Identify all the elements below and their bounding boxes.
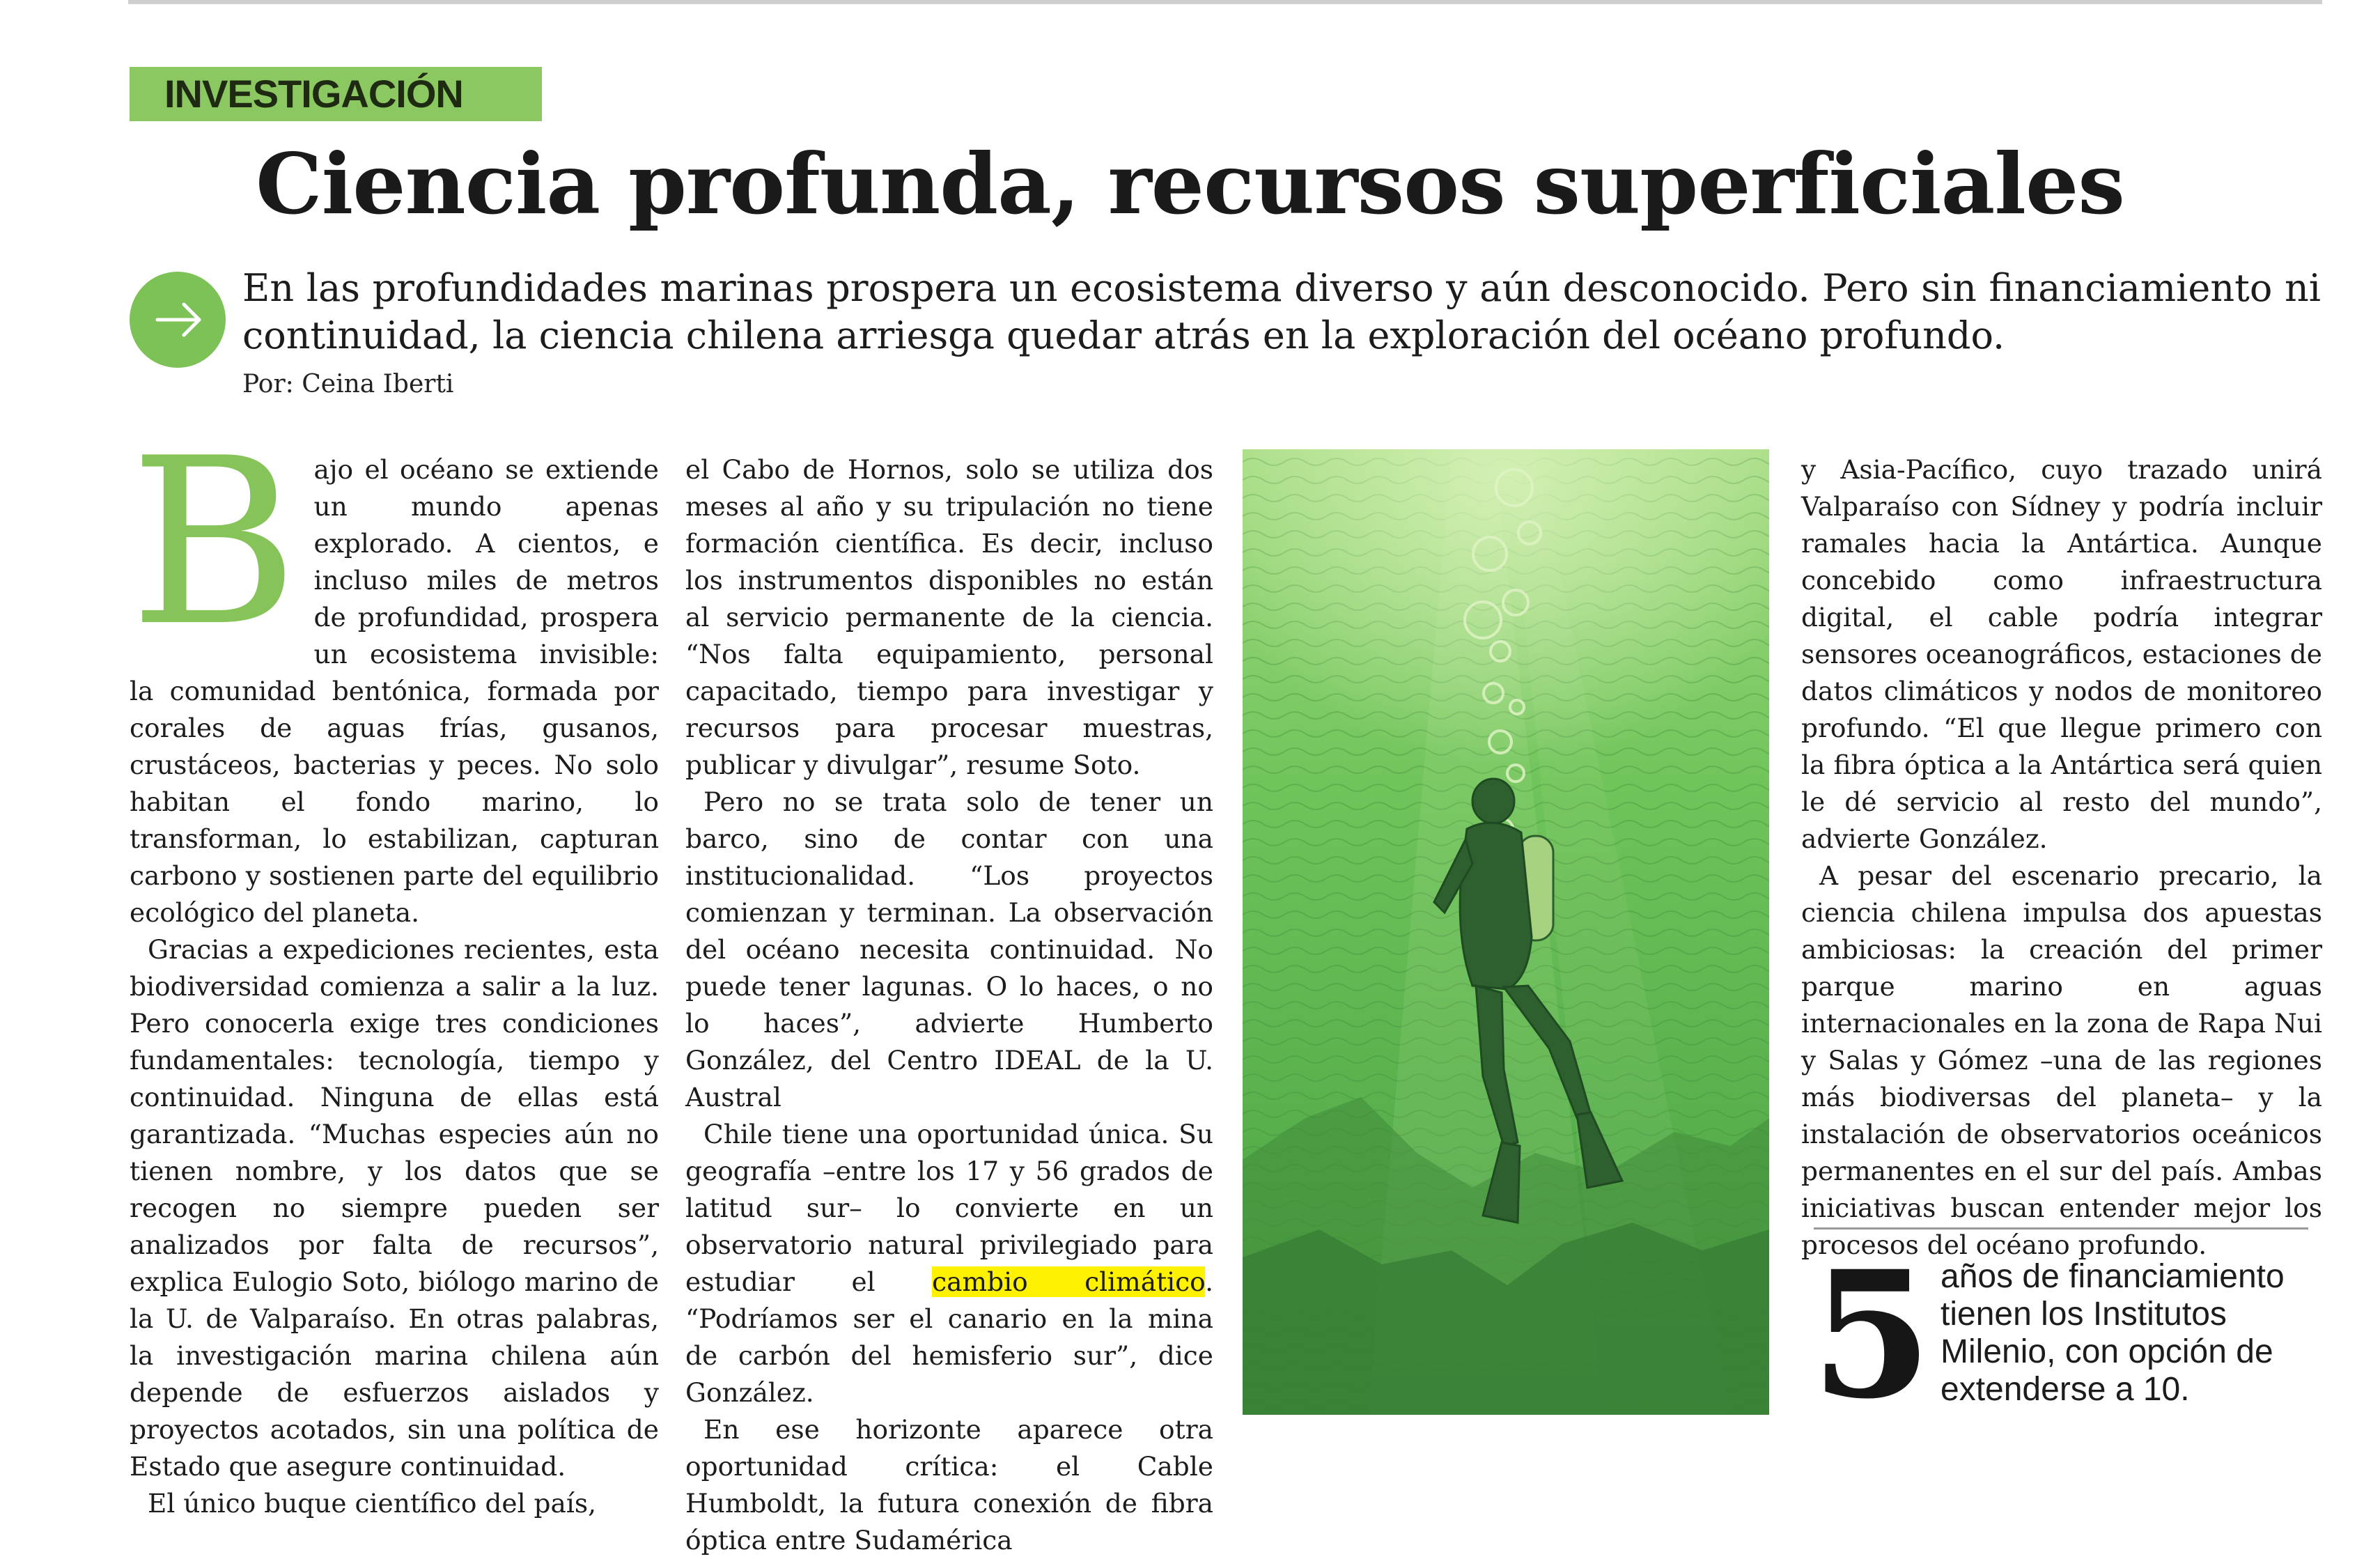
paragraph <box>685 1116 1213 1411</box>
top-rule <box>128 0 2322 4</box>
arrow-right-icon <box>130 272 226 368</box>
paragraph: Gracias a expediciones recientes, esta biodiversidad comienza a salir a la luz. Pero conocerla exige tres condiciones fundamentales: tecnología, tiempo y continuidad. Ninguna de ellas está garantizada. “Muchas especies aún no tienen nombre, y los datos que se recogen no siempre pueden ser analizados por falta de recursos”, explica Eulogio Soto, biólogo marino de la U. de Valparaíso. En otras palabras, la investigación marina chilena aún depende de esfuerzos aislados y proyectos acotados, sin una política de Estado que asegure continuidad. <box>130 934 659 1482</box>
paragraph: el Cabo de Hornos, solo se utiliza dos meses al año y su tripulación no tiene formación científica. Es decir, incluso los instrumentos disponibles no están al servicio permanente de la ciencia. “Nos falta equipamiento, personal capacitado, tiempo para investigar y recursos para procesar muestras, publicar y divulgar”, resume Soto. <box>685 454 1213 780</box>
paragraph-text: . “Podríamos ser el canario en la mina de carbón del hemisferio sur”, dice González. <box>685 1266 1213 1408</box>
factbox-text: años de financiamiento tienen los Institutos Milenio, con opción de extenderse a 10. <box>1940 1258 2285 1408</box>
diver-illustration <box>1243 449 1769 1415</box>
paragraph: A pesar del escenario precario, la ciencia chilena impulsa dos apuestas ambiciosas: la creación del primer parque marino en aguas internacionales en la zona de Rapa Nui y Salas y Gómez –una de las regiones más biodiversas del planeta– y la instalación de observatorios oceánicos permanentes en el sur del país. Ambas iniciativas buscan entender mejor los procesos del océano profundo. <box>1801 860 2322 1260</box>
paragraph-text: Chile tiene una oportunidad única. Su geografía –entre los 17 y 56 grados de latitud sur– lo convierte en un observatorio natural privilegiado para estudiar el <box>685 1119 1213 1297</box>
drop-cap: B <box>130 409 299 676</box>
paragraph-text: ajo el océano se extiende un mundo apenas explorado. A cientos, e incluso miles de metros de profundidad, prospera un ecosistema invisible: la comunidad bentónica, formada por corales de aguas frías, gusanos, crustáceos, bacterias y peces. No solo habitan el fondo marino, lo transforman, lo estabilizan, capturan carbono y sostienen parte del equilibrio ecológico del planeta. <box>130 454 659 928</box>
article-column-1 <box>130 409 659 1522</box>
highlighted-term: cambio climático <box>932 1266 1206 1297</box>
section-label: INVESTIGACIÓN <box>130 67 542 121</box>
byline: Por: Ceina Iberti <box>242 370 454 398</box>
paragraph: y Asia-Pacífico, cuyo trazado unirá Valparaíso con Sídney y podría incluir ramales hacia la Antártica. Aunque concebido como infraestructura digital, el cable podría integrar sensores oceanográficos, estaciones de datos climáticos y nodos de monitoreo profundo. “El que llegue primero con la fibra óptica a la Antártica será quien le dé servicio al resto del mundo”, advierte González. <box>1801 454 2322 854</box>
paragraph: En ese horizonte aparece otra oportunidad crítica: el Cable Humboldt, la futura conexión de fibra óptica entre Sudamérica <box>685 1414 1213 1556</box>
paragraph <box>130 409 659 931</box>
factbox-number: 5 <box>1811 1232 1932 1437</box>
headline: Ciencia profunda, recursos superficiales <box>256 135 2124 233</box>
article-column-2 <box>685 451 1213 1559</box>
factbox-rule <box>1814 1227 2308 1230</box>
article-column-4 <box>1801 451 2322 1264</box>
paragraph: Pero no se trata solo de tener un barco, sino de contar con una institucionalidad. “Los proyectos comienzan y terminan. La observación del océano necesita continuidad. No puede tener lagunas. O lo haces, o no lo haces”, advierte Humberto González, del Centro IDEAL de la U. Austral <box>685 786 1213 1112</box>
paragraph: El único buque científico del país, <box>148 1488 597 1519</box>
standfirst: En las profundidades marinas prospera un ecosistema diverso y aún desconocido. Pero sin financiamiento ni continuidad, la ciencia chilena arriesga quedar atrás en la exploración del océano profundo. <box>242 266 2321 357</box>
